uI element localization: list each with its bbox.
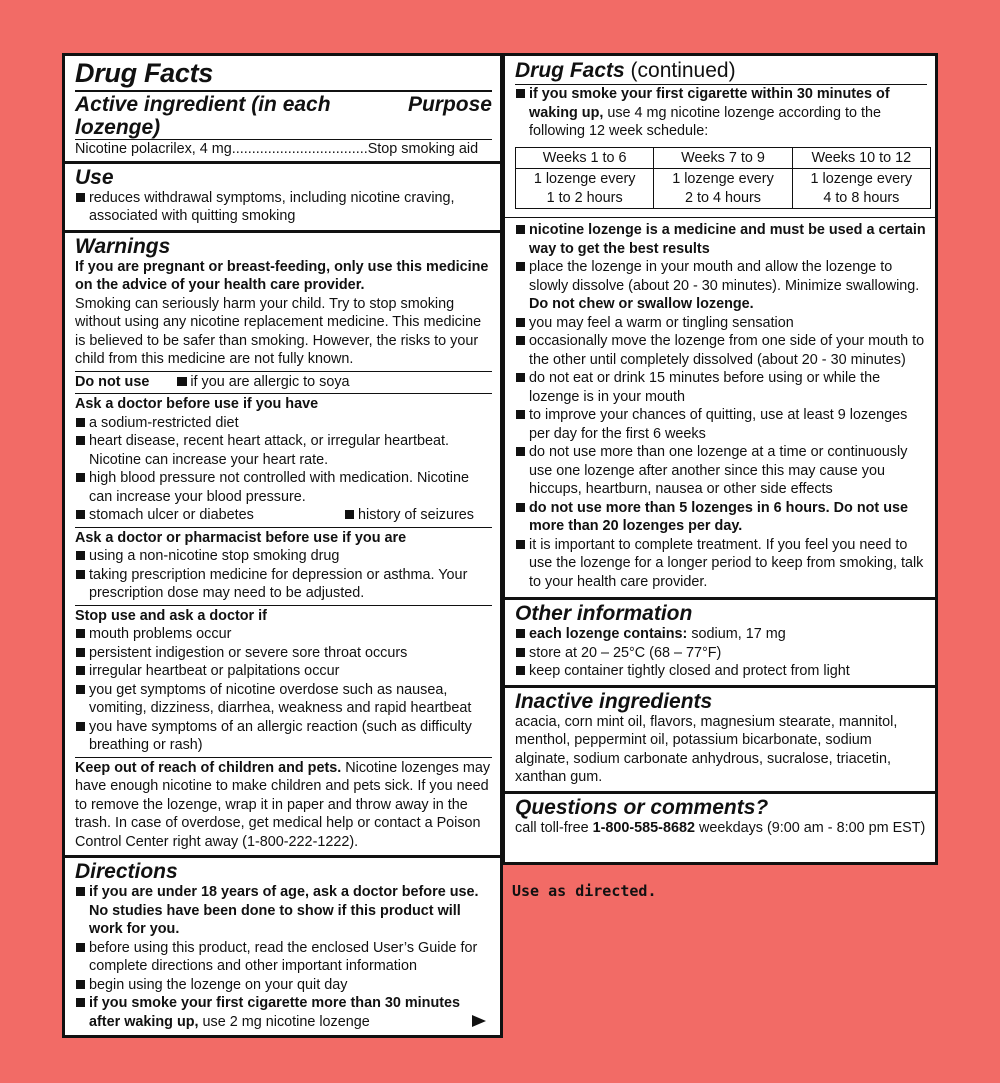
other-information-heading: Other information (515, 602, 693, 625)
active-ingredient-line: Nicotine polacrilex, 4 mg..................................Stop smoking aid (75, 139, 492, 159)
list-item: reduces withdrawal symptoms, including nicotine craving, associated with quitting smoking (75, 189, 492, 226)
active-ingredient-heading: Active ingredient (in each lozenge) (75, 93, 331, 139)
keep-out-heading: Keep out of reach of children and pets. (75, 759, 342, 776)
list-item: store at 20 – 25°C (68 – 77°F) (515, 644, 927, 663)
phone-number: 1-800-585-8682 (592, 819, 695, 836)
list-item: do not use more than 5 lozenges in 6 hours. Do not use more than 20 lozenges per day. (515, 499, 927, 536)
list-item: you may feel a warm or tingling sensation (515, 314, 927, 333)
do-not-use-label: Do not use (75, 373, 150, 390)
questions-text: call toll-free 1-800-585-8682 weekdays (9:00 am - 8:00 pm EST) (515, 819, 926, 836)
table-header-cell: Weeks 10 to 12 (792, 147, 930, 169)
questions-section (505, 791, 935, 842)
inactive-ingredients-heading: Inactive ingredients (515, 689, 713, 713)
use-heading: Use (75, 165, 114, 189)
table-row (516, 169, 931, 209)
pregnancy-warning: If you are pregnant or breast-feeding, only use this medicine on the advice of your health care provider. (75, 258, 489, 293)
list-item: it is important to complete treatment. If you feel you need to use the lozenge for a longer period to keep from smoking, talk to your health care provider. (515, 536, 927, 592)
list-item: heart disease, recent heart attack, or irregular heartbeat. Nicotine can increase your heart rate. (75, 432, 492, 469)
questions-heading: Questions or comments? (515, 795, 769, 819)
warnings-section (65, 230, 500, 856)
ask-doctor-block (75, 393, 492, 525)
list-item: taking prescription medicine for depression or asthma. Your prescription dose may need to be adjusted. (75, 566, 492, 603)
table-cell: 1 lozenge every 4 to 8 hours (792, 169, 930, 209)
continue-arrow-icon (472, 1015, 486, 1027)
drug-facts-title: Drug Facts (75, 58, 214, 88)
list-item: you have symptoms of an allergic reaction (such as difficulty breathing or rash) (75, 718, 492, 755)
stop-use-block (75, 605, 492, 755)
use-as-directed-note: Use as directed. (512, 882, 657, 900)
list-item: if you smoke your first cigarette more than 30 minutes after waking up, use 2 mg nicotine lozenge (75, 994, 492, 1031)
inactive-ingredients-text: acacia, corn mint oil, flavors, magnesium stearate, mannitol, menthol, peppermint oil, potassium bicarbonate, sodium alginate, sodium carbonate anhydrous, sucralose, triacetin, xanthan gum. (515, 713, 898, 785)
inactive-ingredients-section (505, 685, 935, 791)
do-not-use-item: if you are allergic to soya (190, 373, 350, 390)
stop-use-heading: Stop use and ask a doctor if (75, 607, 267, 624)
keep-out-block (75, 757, 492, 852)
do-not-use-row (75, 371, 492, 392)
list-item: high blood pressure not controlled with medication. Nicotine can increase your blood pressure. (75, 469, 492, 506)
continued-section (505, 56, 935, 597)
title-section (65, 56, 500, 161)
other-information-section (505, 597, 935, 685)
table-cell: 1 lozenge every 2 to 4 hours (654, 169, 792, 209)
keep-out-text: Nicotine lozenges may have enough nicotine to make children and pets sick. If you need to remove the lozenge, wrap it in paper and throw away in the trash. In case of overdose, get medical help or contact a Poison Control Center right away (1-800-222-1222). (75, 759, 491, 850)
list-item: irregular heartbeat or palpitations occur (75, 662, 492, 681)
list-item: you get symptoms of nicotine overdose such as nausea, vomiting, dizziness, diarrhea, weakness and rapid heartbeat (75, 681, 492, 718)
warnings-heading: Warnings (75, 234, 171, 258)
list-item: nicotine lozenge is a medicine and must be used a certain way to get the best results (515, 221, 927, 258)
dosing-schedule-table (515, 147, 931, 210)
table-cell: 1 lozenge every 1 to 2 hours (516, 169, 654, 209)
ask-pharmacist-heading: Ask a doctor or pharmacist before use if you are (75, 529, 407, 546)
directions-section (65, 855, 500, 1035)
table-header-cell: Weeks 7 to 9 (654, 147, 792, 169)
directions-heading: Directions (75, 860, 178, 883)
list-item: do not eat or drink 15 minutes before using or while the lozenge is in your mouth (515, 369, 927, 406)
drug-facts-left-panel (62, 53, 503, 1038)
purpose-heading: Purpose (407, 93, 492, 116)
active-ingredient-header (75, 90, 492, 139)
use-section (65, 161, 500, 230)
list-item: begin using the lozenge on your quit day (75, 976, 492, 995)
list-item: each lozenge contains: sodium, 17 mg (515, 625, 927, 644)
list-item: do not use more than one lozenge at a time or continuously use one lozenge after another since this may cause you hiccups, heartburn, nausea or other side effects (515, 443, 927, 499)
drug-facts-right-panel (502, 53, 938, 865)
list-item: if you are under 18 years of age, ask a doctor before use. No studies have been done to show if this product will work for you. (75, 883, 492, 939)
continued-title: Drug Facts (continued) (515, 59, 736, 82)
list-item: to improve your chances of quitting, use at least 9 lozenges per day for the first 6 weeks (515, 406, 927, 443)
list-item: using a non-nicotine stop smoking drug (75, 547, 492, 566)
table-header-cell: Weeks 1 to 6 (516, 147, 654, 169)
list-item: mouth problems occur (75, 625, 492, 644)
list-item: place the lozenge in your mouth and allow the lozenge to slowly dissolve (about 20 - 30 minutes). Minimize swallowing. Do not chew or swallow lozenge. (515, 258, 927, 314)
pregnancy-text: Smoking can seriously harm your child. Try to stop smoking without using any nicotine replacement medicine. This medicine is believed to be safer than smoking. However, the risks to your child from this medicine are not fully known. (75, 295, 482, 367)
list-item: persistent indigestion or severe sore throat occurs (75, 644, 492, 663)
list-item: a sodium-restricted diet (75, 414, 492, 433)
list-item: before using this product, read the enclosed User’s Guide for complete directions and other important information (75, 939, 492, 976)
list-item: if you smoke your first cigarette within 30 minutes of waking up, use 4 mg nicotine lozenge according to the following 12 week schedule: (515, 85, 927, 141)
list-item-pair: stomach ulcer or diabetes history of seizures (75, 506, 492, 525)
ask-pharmacist-block (75, 527, 492, 603)
list-item: occasionally move the lozenge from one side of your mouth to the other until completely dissolved (about 20 - 30 minutes) (515, 332, 927, 369)
table-row (516, 147, 931, 169)
list-item: keep container tightly closed and protect from light (515, 662, 927, 681)
ask-doctor-heading: Ask a doctor before use if you have (75, 396, 319, 412)
